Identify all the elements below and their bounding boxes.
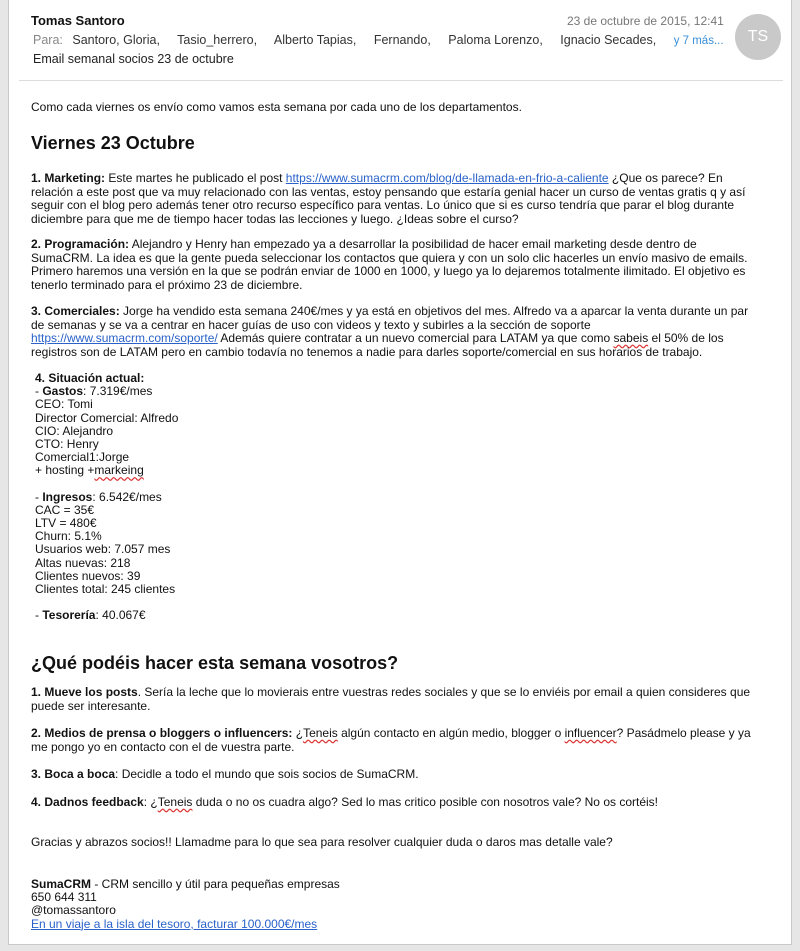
more-recipients-link[interactable]: y 7 más... [673, 35, 724, 47]
action-text: : ¿ [143, 795, 158, 809]
action-text: ? Pasádmelo please y ya me pongo yo en contacto con el de vuestra parte. [31, 726, 751, 754]
list-dash: - [35, 384, 43, 399]
action-text: : Decidle a todo el mundo que sois socios de SumaCRM. [115, 767, 419, 781]
misspelled-word: Teneis [303, 726, 338, 740]
signature-link[interactable]: En un viaje a la isla del tesoro, facturar 100.000€/mes [31, 916, 318, 931]
ingresos-line: Clientes total: 245 clientes [35, 582, 176, 596]
section-text: el 50% de los registros son de LATAM pero en cambio todavía no tenemos a nadie para darles soporte/comercial en sus horarios de trabajo. [31, 331, 724, 359]
tesoreria-value: : 40.067€ [95, 608, 146, 623]
action-title: 2. Medios de prensa o bloggers o influencers: [31, 726, 293, 740]
misspelled-word: Teneis [157, 795, 193, 809]
email-window [8, 0, 792, 945]
recipient[interactable]: Tasio_herrero, [177, 33, 258, 47]
gastos-line: CIO: Alejandro [35, 423, 114, 438]
list-dash: - [35, 608, 43, 623]
recipients-line [33, 33, 724, 47]
avatar: TS [735, 14, 781, 60]
misspelled-word: markeing [94, 463, 144, 478]
list-dash: - [35, 489, 43, 504]
recipient[interactable]: Fernando, [373, 33, 431, 47]
gastos-line: CEO: Tomi [35, 397, 93, 412]
section-title: 4. Situación actual: [35, 371, 145, 385]
signature-phone: 650 644 311 [31, 890, 97, 905]
gastos-value: : 7.319€/mes [83, 384, 153, 399]
ingresos-line: Usuarios web: 7.057 mes [35, 542, 171, 557]
gastos-line: CTO: Henry [35, 436, 99, 451]
ingresos-line: Altas nuevas: 218 [35, 555, 131, 570]
section-text: ¿Que os parece? En relación a este post que va muy relacionado con las ventas, estoy pensando que estaría genial hacer un curso de ventas gratis q y así seguir con el blog pero además tener otro recurso específico para ventas. Lo único que si es curso tendría que parar el blog durante diciembre para que me de tiempo hacer todas las lecciones y luego. ¿Ideas sobre el curso? [31, 171, 746, 226]
section-marketing [31, 172, 761, 226]
heading-actions: ¿Qué podéis hacer esta semana vosotros? [31, 653, 399, 673]
email-header [9, 0, 791, 82]
action-title: 1. Mueve los posts [31, 685, 138, 699]
sender-name[interactable]: Tomas Santoro [31, 13, 125, 28]
section-situacion [35, 372, 178, 623]
heading-friday: Viernes 23 Octubre [31, 133, 195, 153]
action-text: duda o no os cuadra algo? Sed lo mas critico posible con nosotros vale? No os cortéis! [192, 795, 659, 809]
misspelled-word: sabeis [613, 331, 649, 345]
action-text: ¿ [292, 726, 304, 740]
intro-text: Como cada viernes os envío como vamos esta semana por cada uno de los departamentos. [31, 100, 522, 114]
action-text: . Sería la leche que lo movierais entre vuestras redes sociales y que se lo enviéis por email a quien consideres que puede ser interesante. [31, 685, 751, 713]
signature [31, 878, 340, 931]
action-feedback [31, 796, 761, 810]
gastos-line [35, 464, 178, 477]
ingresos-line: CAC = 35€ [35, 502, 95, 517]
section-text: Este martes he publicado el post [105, 171, 286, 185]
closing-text: Gracias y abrazos socios!! Llamadme para lo que sea para resolver cualquier duda o daros mas detalle vale? [31, 835, 613, 849]
header-divider [19, 80, 783, 81]
section-text: Alejandro y Henry han empezado ya a desarrollar la posibilidad de hacer email marketing desde dentro de SumaCRM. La idea es que la gente pueda seleccionar los contactos que quiera y con un solo clic hacerles un envío masivo de emails. Primero haremos una versión en la que se podrán enviar de 1000 en 1000, y luego ya lo dejaremos totalmente ilimitado. El objetivo es tenerlo terminado para el próximo 23 de diciembre. [31, 237, 748, 292]
recipient[interactable]: Alberto Tapias, [273, 33, 357, 47]
recipient[interactable]: Paloma Lorenzo, [448, 33, 543, 47]
gastos-label: Gastos [42, 384, 84, 399]
section-title: 2. Programación: [31, 237, 130, 251]
support-link[interactable]: https://www.sumacrm.com/soporte/ [31, 331, 218, 345]
blog-post-link[interactable]: https://www.sumacrm.com/blog/de-llamada-en-frio-a-caliente [285, 171, 609, 185]
hosting-text: + hosting + [35, 463, 95, 478]
action-title: 3. Boca a boca [31, 767, 116, 781]
action-boca-a-boca [31, 768, 761, 782]
misspelled-word: influencer [564, 726, 617, 740]
section-programacion [31, 238, 761, 292]
tesoreria-label: Tesorería [42, 608, 96, 623]
email-subject: Email semanal socios 23 de octubre [33, 52, 234, 66]
section-text: Además quiere contratar a un nuevo comercial para LATAM ya que como [217, 331, 614, 345]
ingresos-value: : 6.542€/mes [92, 489, 162, 504]
action-title: 4. Dadnos feedback [31, 795, 144, 809]
email-date: 23 de octubre de 2015, 12:41 [567, 14, 724, 28]
section-title: 1. Marketing: [31, 171, 106, 185]
ingresos-label: Ingresos [42, 489, 93, 504]
to-label: Para: [33, 33, 63, 47]
ingresos-line: Clientes nuevos: 39 [35, 568, 141, 583]
signature-brand: SumaCRM [31, 877, 92, 891]
recipient[interactable]: Santoro, Gloria, [72, 33, 160, 47]
recipient[interactable]: Ignacio Secades, [560, 33, 657, 47]
action-medios [31, 727, 761, 754]
section-text: Jorge ha vendido esta semana 240€/mes y ya está en objetivos del mes. Alfredo va a aparcar la venta durante un par de semanas y se va a centrar en hacer guías de uso con videos y texto y subirles a la sección de soporte [31, 304, 749, 332]
section-comerciales [31, 305, 761, 359]
gastos-line: Comercial1:Jorge [35, 450, 130, 465]
section-title: 3. Comerciales: [31, 304, 120, 318]
signature-tagline: - CRM sencillo y útil para pequeñas empresas [91, 877, 340, 891]
ingresos-line: Churn: 5.1% [35, 529, 102, 544]
action-mueve-posts [31, 686, 761, 713]
gastos-line: Director Comercial: Alfredo [35, 410, 179, 425]
ingresos-line: LTV = 480€ [35, 516, 97, 531]
signature-handle: @tomassantoro [31, 903, 116, 918]
action-text: algún contacto en algún medio, blogger o [337, 726, 565, 740]
